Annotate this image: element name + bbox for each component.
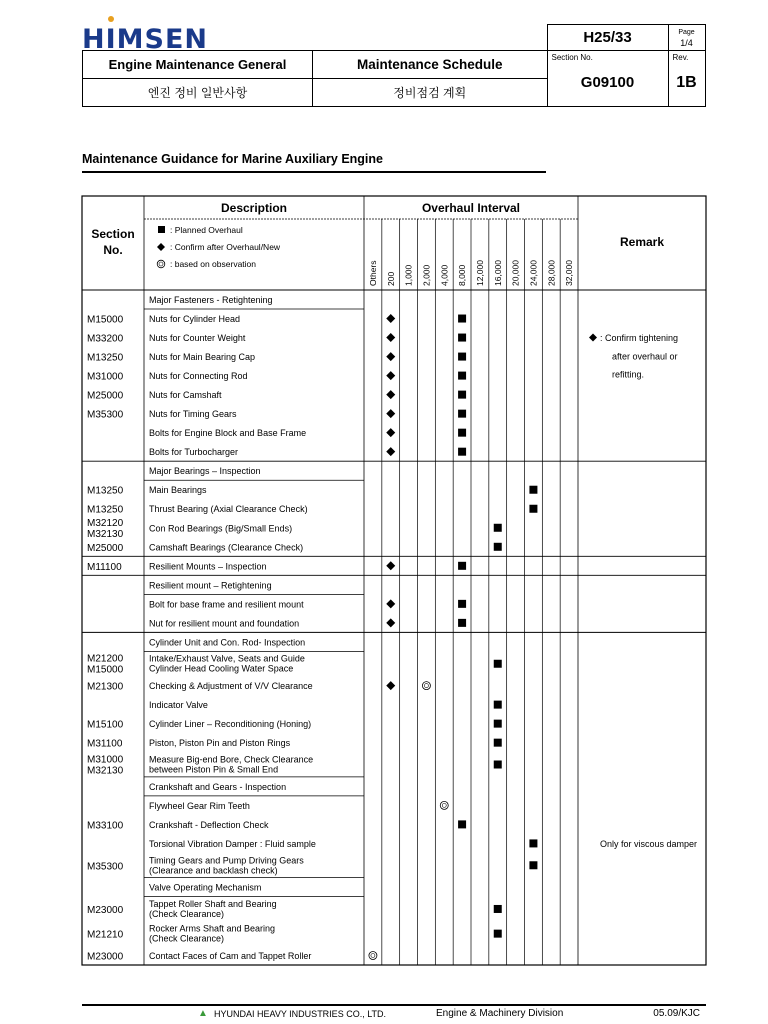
- section-header-line2: No.: [103, 243, 123, 257]
- observation-mark: [369, 951, 377, 959]
- legend-circle-icon-inner: [159, 262, 163, 266]
- section-number: M33200: [87, 333, 124, 345]
- section-no-label: Section No.: [551, 53, 593, 62]
- footer: [82, 1008, 706, 1022]
- section-header-line1: Section: [91, 227, 135, 241]
- section-number: M25000: [87, 542, 124, 554]
- task-description: Piston, Piston Pin and Piston Rings: [149, 738, 291, 749]
- task-description: Indicator Valve: [149, 700, 208, 711]
- task-description: Checking & Adjustment of V/V Clearance: [149, 681, 313, 692]
- legend-confirm: : Confirm after Overhaul/New: [170, 242, 281, 252]
- group-heading: Major Bearings – Inspection: [149, 466, 261, 477]
- planned-overhaul-mark: [458, 391, 466, 399]
- task-description: Nuts for Connecting Rod: [149, 371, 248, 382]
- section-number: M15100: [87, 719, 124, 731]
- legend-observation: : based on observation: [170, 259, 257, 269]
- planned-overhaul-mark: [529, 839, 537, 847]
- guidance-title: Maintenance Guidance for Marine Auxiliary Engine: [82, 152, 383, 166]
- confirm-mark: [386, 681, 395, 690]
- section-number: M21210: [87, 929, 124, 941]
- confirm-mark: [386, 314, 395, 323]
- task-description: Camshaft Bearings (Clearance Check): [149, 542, 304, 553]
- planned-overhaul-mark: [458, 372, 466, 380]
- section-number: M35300: [87, 861, 124, 873]
- planned-overhaul-mark: [494, 905, 502, 913]
- section-number: M13250: [87, 504, 124, 516]
- interval-label: 16,000: [492, 260, 503, 286]
- remark-diamond-icon: [589, 334, 597, 342]
- interval-label: 28,000: [546, 260, 557, 286]
- observation-mark-inner: [442, 803, 446, 807]
- remark-header: Remark: [619, 235, 665, 249]
- planned-overhaul-mark: [529, 505, 537, 513]
- interval-label: 1,000: [403, 264, 414, 286]
- section-number: M21300: [87, 681, 124, 693]
- section-number: M13250: [87, 352, 124, 364]
- task-description: Rocker Arms Shaft and Bearing: [149, 923, 276, 934]
- observation-mark-inner: [371, 953, 375, 957]
- observation-mark: [422, 682, 430, 690]
- section-number: M32130: [87, 765, 124, 777]
- task-description: Resilient Mounts – Inspection: [149, 561, 267, 572]
- planned-overhaul-mark: [458, 334, 466, 342]
- task-description: Tappet Roller Shaft and Bearing: [149, 898, 277, 909]
- planned-overhaul-mark: [494, 524, 502, 532]
- section-number: M23000: [87, 904, 124, 916]
- task-description: Torsional Vibration Damper : Fluid sample: [149, 838, 316, 849]
- remark-text: after overhaul or: [612, 351, 678, 362]
- confirm-mark: [386, 390, 395, 399]
- task-description: Bolts for Turbocharger: [149, 447, 239, 458]
- section-number: M35300: [87, 409, 124, 421]
- title-en: Engine Maintenance General: [83, 51, 313, 79]
- planned-overhaul-mark: [458, 562, 466, 570]
- hhi-logo-icon: ▲: [198, 1008, 208, 1019]
- remark-text: Only for viscous damper: [600, 838, 698, 849]
- task-description: Nut for resilient mount and foundation: [149, 618, 300, 629]
- task-description: Crankshaft - Deflection Check: [149, 819, 269, 830]
- section-number: M25000: [87, 390, 124, 402]
- section-number: M15000: [87, 664, 124, 676]
- planned-overhaul-mark: [458, 600, 466, 608]
- planned-overhaul-mark: [458, 619, 466, 627]
- task-description: Nuts for Counter Weight: [149, 333, 246, 344]
- confirm-mark: [386, 618, 395, 627]
- confirm-mark: [386, 371, 395, 380]
- page-value: 1/4: [680, 37, 693, 48]
- section-number: M21200: [87, 653, 124, 665]
- section-number: M31000: [87, 371, 124, 383]
- planned-overhaul-mark: [458, 429, 466, 437]
- remark-text: : Confirm tightening: [600, 333, 679, 344]
- section-number: M31100: [87, 738, 123, 750]
- task-description: Nuts for Cylinder Head: [149, 314, 241, 325]
- task-description: Cylinder Head Cooling Water Space: [149, 663, 294, 674]
- confirm-mark: [386, 447, 395, 456]
- schedule-kr: 정비점검 계획: [313, 79, 548, 107]
- company-logo: HIMSEN: [82, 24, 208, 55]
- group-heading: Valve Operating Mechanism: [149, 882, 262, 893]
- section-number: M31000: [87, 754, 124, 766]
- interval-header: Overhaul Interval: [421, 201, 521, 215]
- section-number: M23000: [87, 951, 124, 963]
- confirm-mark: [386, 333, 395, 342]
- section-number: M11100: [87, 561, 122, 573]
- section-number: M33100: [87, 820, 124, 832]
- task-description: Cylinder Liner – Reconditioning (Honing): [149, 719, 312, 730]
- task-description: (Clearance and backlash check): [149, 865, 278, 876]
- planned-overhaul-mark: [458, 410, 466, 418]
- task-description: Timing Gears and Pump Driving Gears: [149, 855, 304, 866]
- planned-overhaul-mark: [494, 720, 502, 728]
- task-description: Con Rod Bearings (Big/Small Ends): [149, 523, 293, 534]
- title-kr: 엔진 정비 일반사항: [83, 79, 313, 107]
- task-description: Measure Big-end Bore, Check Clearance: [149, 754, 314, 765]
- group-heading: Cylinder Unit and Con. Rod- Inspection: [149, 637, 306, 648]
- footer-division: Engine & Machinery Division: [436, 1008, 564, 1019]
- group-heading: Major Fasteners - Retightening: [149, 295, 273, 306]
- legend-planned: : Planned Overhaul: [170, 225, 243, 235]
- confirm-mark: [386, 561, 395, 570]
- planned-overhaul-mark: [494, 930, 502, 938]
- task-description: Flywheel Gear Rim Teeth: [149, 800, 250, 811]
- interval-label: 4,000: [439, 264, 450, 286]
- interval-label: 2,000: [421, 264, 432, 286]
- confirm-mark: [386, 428, 395, 437]
- rev-value: 1B: [676, 73, 697, 91]
- footer-rule: [82, 1004, 706, 1006]
- task-description: Thrust Bearing (Axial Clearance Check): [149, 504, 308, 515]
- legend-square-icon: [158, 226, 165, 233]
- task-description: Contact Faces of Cam and Tappet Roller: [149, 950, 312, 961]
- description-header: Description: [220, 201, 288, 215]
- interval-label: 12,000: [474, 260, 485, 286]
- interval-label: 200: [385, 271, 396, 286]
- task-description: (Check Clearance): [149, 933, 225, 944]
- planned-overhaul-mark: [458, 820, 466, 828]
- task-description: Nuts for Camshaft: [149, 390, 222, 401]
- document-number: H25/33: [547, 25, 668, 51]
- group-heading: Resilient mount – Retightening: [149, 580, 272, 591]
- section-number: M15000: [87, 314, 124, 326]
- legend-circle-icon: [157, 260, 165, 268]
- planned-overhaul-mark: [458, 448, 466, 456]
- task-description: Main Bearings: [149, 485, 207, 496]
- planned-overhaul-mark: [529, 486, 537, 494]
- planned-overhaul-mark: [494, 543, 502, 551]
- planned-overhaul-mark: [494, 701, 502, 709]
- confirm-mark: [386, 409, 395, 418]
- confirm-mark: [386, 599, 395, 608]
- section-no-value: G09100: [580, 74, 635, 91]
- section-number: M32130: [87, 528, 124, 540]
- task-description: Nuts for Timing Gears: [149, 409, 237, 420]
- planned-overhaul-mark: [458, 353, 466, 361]
- planned-overhaul-mark: [458, 315, 466, 323]
- group-heading: Crankshaft and Gears - Inspection: [149, 781, 287, 792]
- footer-company: HYUNDAI HEAVY INDUSTRIES CO., LTD.: [214, 1009, 387, 1019]
- footer-code: 05.09/KJC: [653, 1008, 700, 1019]
- planned-overhaul-mark: [494, 739, 502, 747]
- page-label: Page: [678, 28, 695, 36]
- legend-diamond-icon: [157, 243, 165, 251]
- task-description: (Check Clearance): [149, 908, 225, 919]
- planned-overhaul-mark: [529, 861, 537, 869]
- interval-label: 8,000: [457, 264, 468, 286]
- task-description: Bolt for base frame and resilient mount: [149, 599, 304, 610]
- rev-label: Rev.: [672, 53, 689, 62]
- task-description: Intake/Exhaust Valve, Seats and Guide: [149, 653, 305, 664]
- planned-overhaul-mark: [494, 660, 502, 668]
- task-description: between Piston Pin & Small End: [149, 764, 279, 775]
- task-description: Bolts for Engine Block and Base Frame: [149, 428, 307, 439]
- interval-label: 32,000: [564, 260, 575, 286]
- remark-text: refitting.: [612, 369, 645, 380]
- interval-label: 24,000: [528, 260, 539, 286]
- observation-mark-inner: [424, 684, 428, 688]
- interval-label: Others: [367, 260, 378, 286]
- observation-mark: [440, 801, 448, 809]
- interval-label: 20,000: [510, 260, 521, 286]
- planned-overhaul-mark: [494, 761, 502, 769]
- section-number: M13250: [87, 485, 124, 497]
- schedule-en: Maintenance Schedule: [313, 51, 548, 79]
- section-number: M32120: [87, 517, 124, 529]
- task-description: Nuts for Main Bearing Cap: [149, 352, 256, 363]
- confirm-mark: [386, 352, 395, 361]
